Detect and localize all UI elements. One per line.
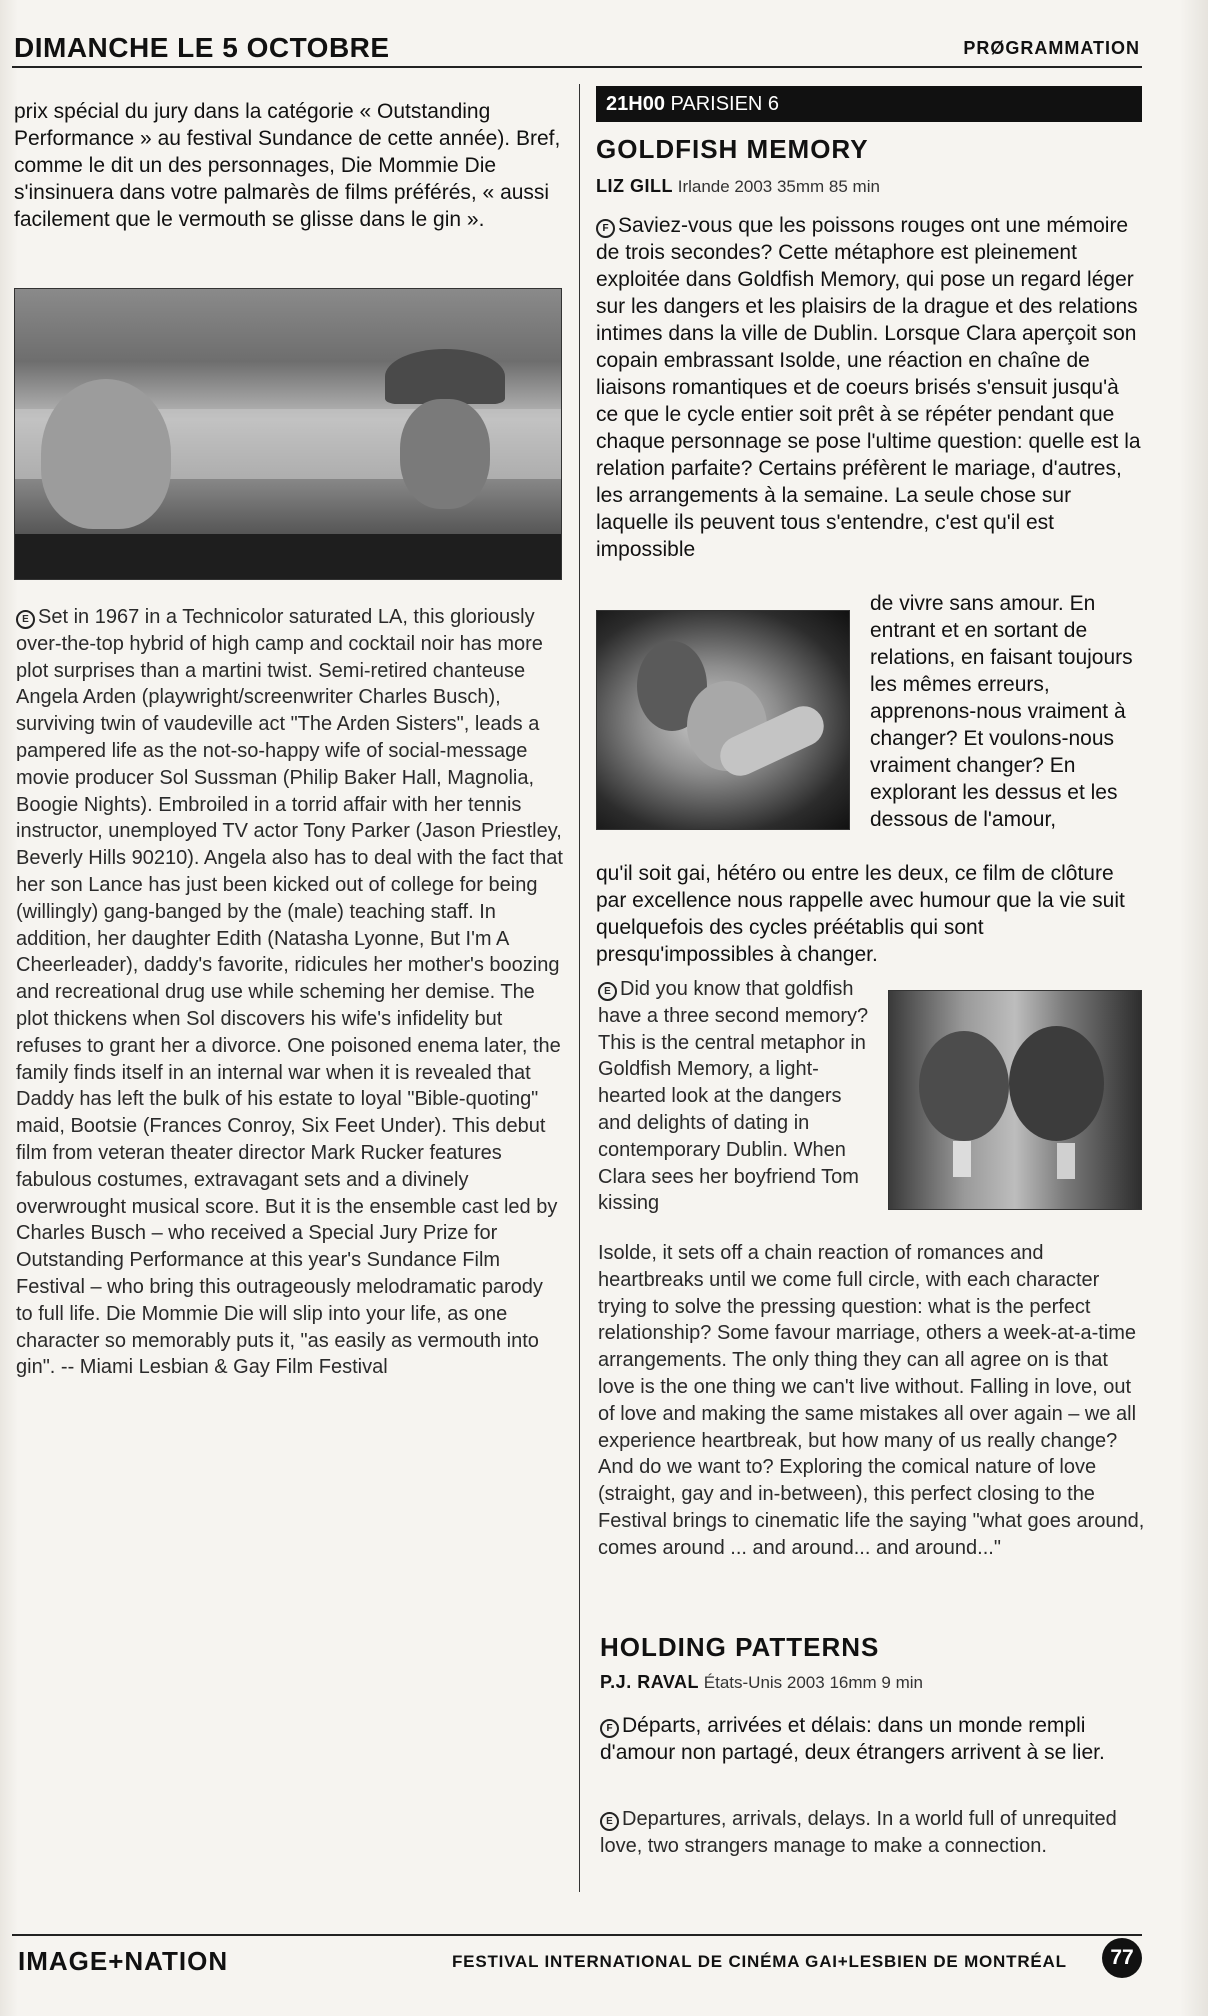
screening-venue: PARISIEN 6 (670, 93, 780, 115)
french-icon: F (600, 1719, 619, 1738)
director-name: P.J. RAVAL (600, 1672, 700, 1692)
film-title-holding-patterns: HOLDING PATTERNS (600, 1632, 880, 1662)
car-dashboard (15, 534, 561, 579)
film-credit (596, 176, 880, 197)
french-review-goldfish-b: de vivre sans amour. En entrant et en sortant de relations, en faisant toujours les mêmes erreurs, apprenons-nous vraiment à changer? Et voulons-nous vraiment changer? En explorant les dessus et les dessous de l'amour, (870, 592, 1133, 831)
section-title: PRØGRAMMATION (963, 38, 1140, 58)
film-details: États-Unis 2003 16mm 9 min (703, 1673, 923, 1692)
english-review-goldfish-a: E Did you know that goldfish have a three second memory? This is the central metaphor in Goldfish Memory, a light-hearted look at the dangers and delights of dating in contemporary Dublin. When Clara sees her boyfriend Tom kissing (598, 978, 869, 1215)
film-credit (600, 1672, 923, 1693)
french-icon: F (596, 219, 615, 238)
cup-right (1057, 1143, 1075, 1179)
woman-figure (41, 379, 171, 529)
french-review-holding-patterns: F Départs, arrivées et délais: dans un monde rempli d'amour non partagé, deux étrangers arrivent à se lier. (600, 1714, 1105, 1764)
cup-left (953, 1141, 971, 1177)
footer-festival-name: FESTIVAL INTERNATIONAL DE CINÉMA GAI+LESBIEN DE MONTRÉAL (452, 1952, 1067, 1971)
film-title-goldfish-memory: GOLDFISH MEMORY (596, 134, 869, 164)
film-still-cafe-kiss (888, 990, 1142, 1210)
english-review-goldfish-b: Isolde, it sets off a chain reaction of romances and heartbreaks until we come full circle, with each character trying to solve the pressing question: what is the perfect relationship? Some favour marriage, others a week-at-a-time arrangements. The only thing they can all agree on is that love is the one thing we can't live without. Falling in love, out of love and making the same mistakes all over again – we all experience heartbreak, but how many of us really change? And do we want to? Exploring the comical nature of love (straight, gay and in-between), this perfect closing to the Festival brings to cinematic life the saying "what goes around, comes around ... and around... and around..." (598, 1242, 1145, 1559)
director-name: LIZ GILL (596, 176, 673, 196)
english-review-holding-patterns: E Departures, arrivals, delays. In a world full of unrequited love, two strangers manage to make a connection. (600, 1808, 1117, 1857)
film-still-embrace (596, 610, 850, 830)
column-divider (579, 84, 580, 1892)
film-details: Irlande 2003 35mm 85 min (677, 177, 880, 196)
header-rule (12, 66, 1142, 68)
film-still-car (14, 288, 562, 580)
screening-time: 21H00 (606, 93, 665, 115)
english-icon: E (16, 610, 35, 629)
french-review-continuation: prix spécial du jury dans la catégorie « Outstanding Performance » au festival Sundance de cette année). Bref, comme le dit un des personnages, Die Mommie Die s'insinuera dans votre palmarès de films préférés, « aussi facilement que le vermouth se glisse dans le gin ». (14, 100, 561, 231)
english-review-die-mommie-die: E Set in 1967 in a Technicolor saturated LA, this gloriously over-the-top hybrid of high camp and cocktail noir has more plot surprises than a martini twist. Semi-retired chanteuse Angela Arden (playwright/screenwriter Charles Busch), surviving twin of vaudeville act "The Arden Sisters", leads a pampered life as the not-so-happy wife of social-message movie producer Sol Sussman (Philip Baker Hall, Magnolia, Boogie Nights). Embroiled in a torrid affair with her tennis instructor, unemployed TV actor Tony Parker (Jason Priestley, Beverly Hills 90210). Angela also has to deal with the fact that her son Lance has just been kicked out of college for being (willingly) gang-banged by the (male) teaching staff. In addition, her daughter Edith (Natasha Lyonne, But I'm A Cheerleader), daddy's favorite, ridicules her mother's boozing and recreational drug use while scheming her demise. The plot thickens when Sol discovers his wife's infidelity but refuses to grant her a divorce. One poisoned enema later, the family finds itself in an internal war when it is revealed that Daddy has left the bulk of his estate to loyal "Bible-quoting" maid, Bootsie (Frances Conroy, Six Feet Under). This debut film from veteran theater director Mark Rucker features fabulous costumes, extravagant sets and a divinely overwrought musical score. But it is the ensemble cast led by Charles Busch – who received a Special Jury Prize for Outstanding Performance at this year's Sundance Film Festival – who bring this outrageously melodramatic parody to full life. Die Mommie Die will slip into your life, as one character so memorably puts it, "as easily as vermouth into gin". -- Miami Lesbian & Gay Film Festival (16, 606, 563, 1379)
english-icon: E (600, 1812, 619, 1831)
hat (385, 349, 505, 404)
french-review-goldfish-a: F Saviez-vous que les poissons rouges ont une mémoire de trois secondes? Cette métaphore est pleinement exploitée dans Goldfish Memory, qui pose un regard léger sur les dangers et les plaisirs de la drague et des relations intimes dans la ville de Dublin. Lorsque Clara aperçoit son copain embrassant Isolde, une réaction en chaîne de liaisons romantiques et de coeurs brisés s'ensuit jusqu'à ce que le cycle entier soit prêt à se répéter pendant que chaque personnage se pose l'ultime question: quelle est la relation parfaite? Certains préfèrent le mariage, d'autres, les arrangements à la semaine. La seule chose sur laquelle ils peuvent tous s'entendre, c'est qu'il est impossible (596, 214, 1141, 561)
footer-rule (12, 1934, 1142, 1936)
english-icon: E (598, 982, 617, 1001)
footer-brand: IMAGE+NATION (18, 1946, 229, 1976)
page-number: 77 (1102, 1938, 1142, 1978)
head-right (1009, 1026, 1104, 1141)
man-figure (400, 399, 490, 509)
screening-header (596, 86, 1142, 122)
french-review-goldfish-c: qu'il soit gai, hétéro ou entre les deux, ce film de clôture par excellence nous rappelle avec humour que la vie suit quelquefois des cycles préétablis qui sont presqu'impossibles à changer. (596, 862, 1125, 966)
head-left (919, 1031, 1009, 1141)
page-date: DIMANCHE LE 5 OCTOBRE (14, 32, 390, 63)
